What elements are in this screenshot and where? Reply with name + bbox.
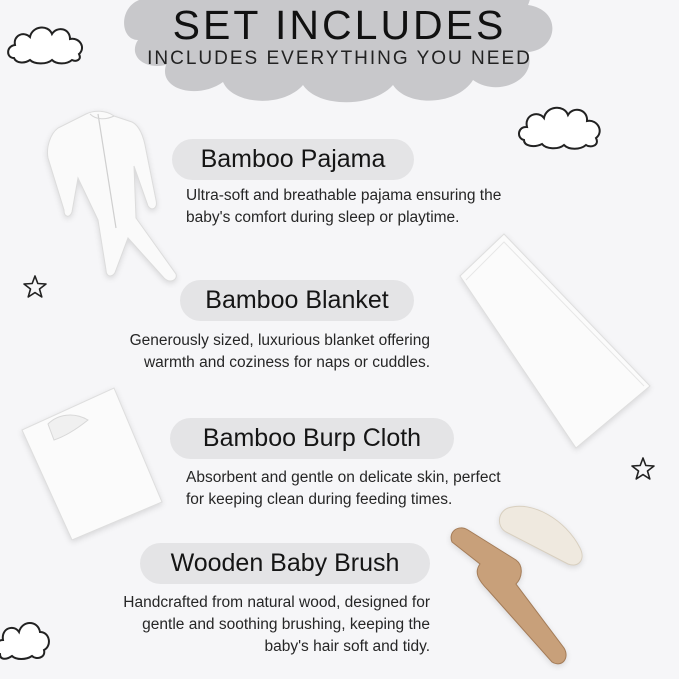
pajama-image [36, 108, 180, 286]
brush-image [448, 498, 594, 670]
page-title: SET INCLUDES [172, 2, 507, 48]
blanket-image [440, 230, 652, 450]
cloud-icon [4, 18, 88, 66]
product-description-pajama: Ultra-soft and breathable pajama ensuring the baby's comfort during sleep or playtime. [186, 187, 502, 226]
cloud-icon [516, 100, 604, 152]
product-description-burp-cloth: Absorbent and gentle on delicate skin, perfect for keeping clean during feeding times. [186, 469, 501, 508]
page-subtitle: INCLUDES EVERYTHING YOU NEED [147, 48, 532, 69]
burp-cloth-image [18, 384, 164, 540]
product-title-blanket: Bamboo Blanket [180, 280, 414, 321]
product-title-burp-cloth: Bamboo Burp Cloth [170, 418, 454, 459]
product-description-blanket: Generously sized, luxurious blanket offering warmth and coziness for naps or cuddles. [129, 332, 430, 371]
product-title-pajama: Bamboo Pajama [172, 139, 414, 180]
product-title-brush: Wooden Baby Brush [140, 543, 430, 584]
product-description-brush: Handcrafted from natural wood, designed for gentle and soothing brushing, keeping the baby's hair soft and tidy. [123, 594, 430, 655]
star-icon [630, 456, 656, 482]
